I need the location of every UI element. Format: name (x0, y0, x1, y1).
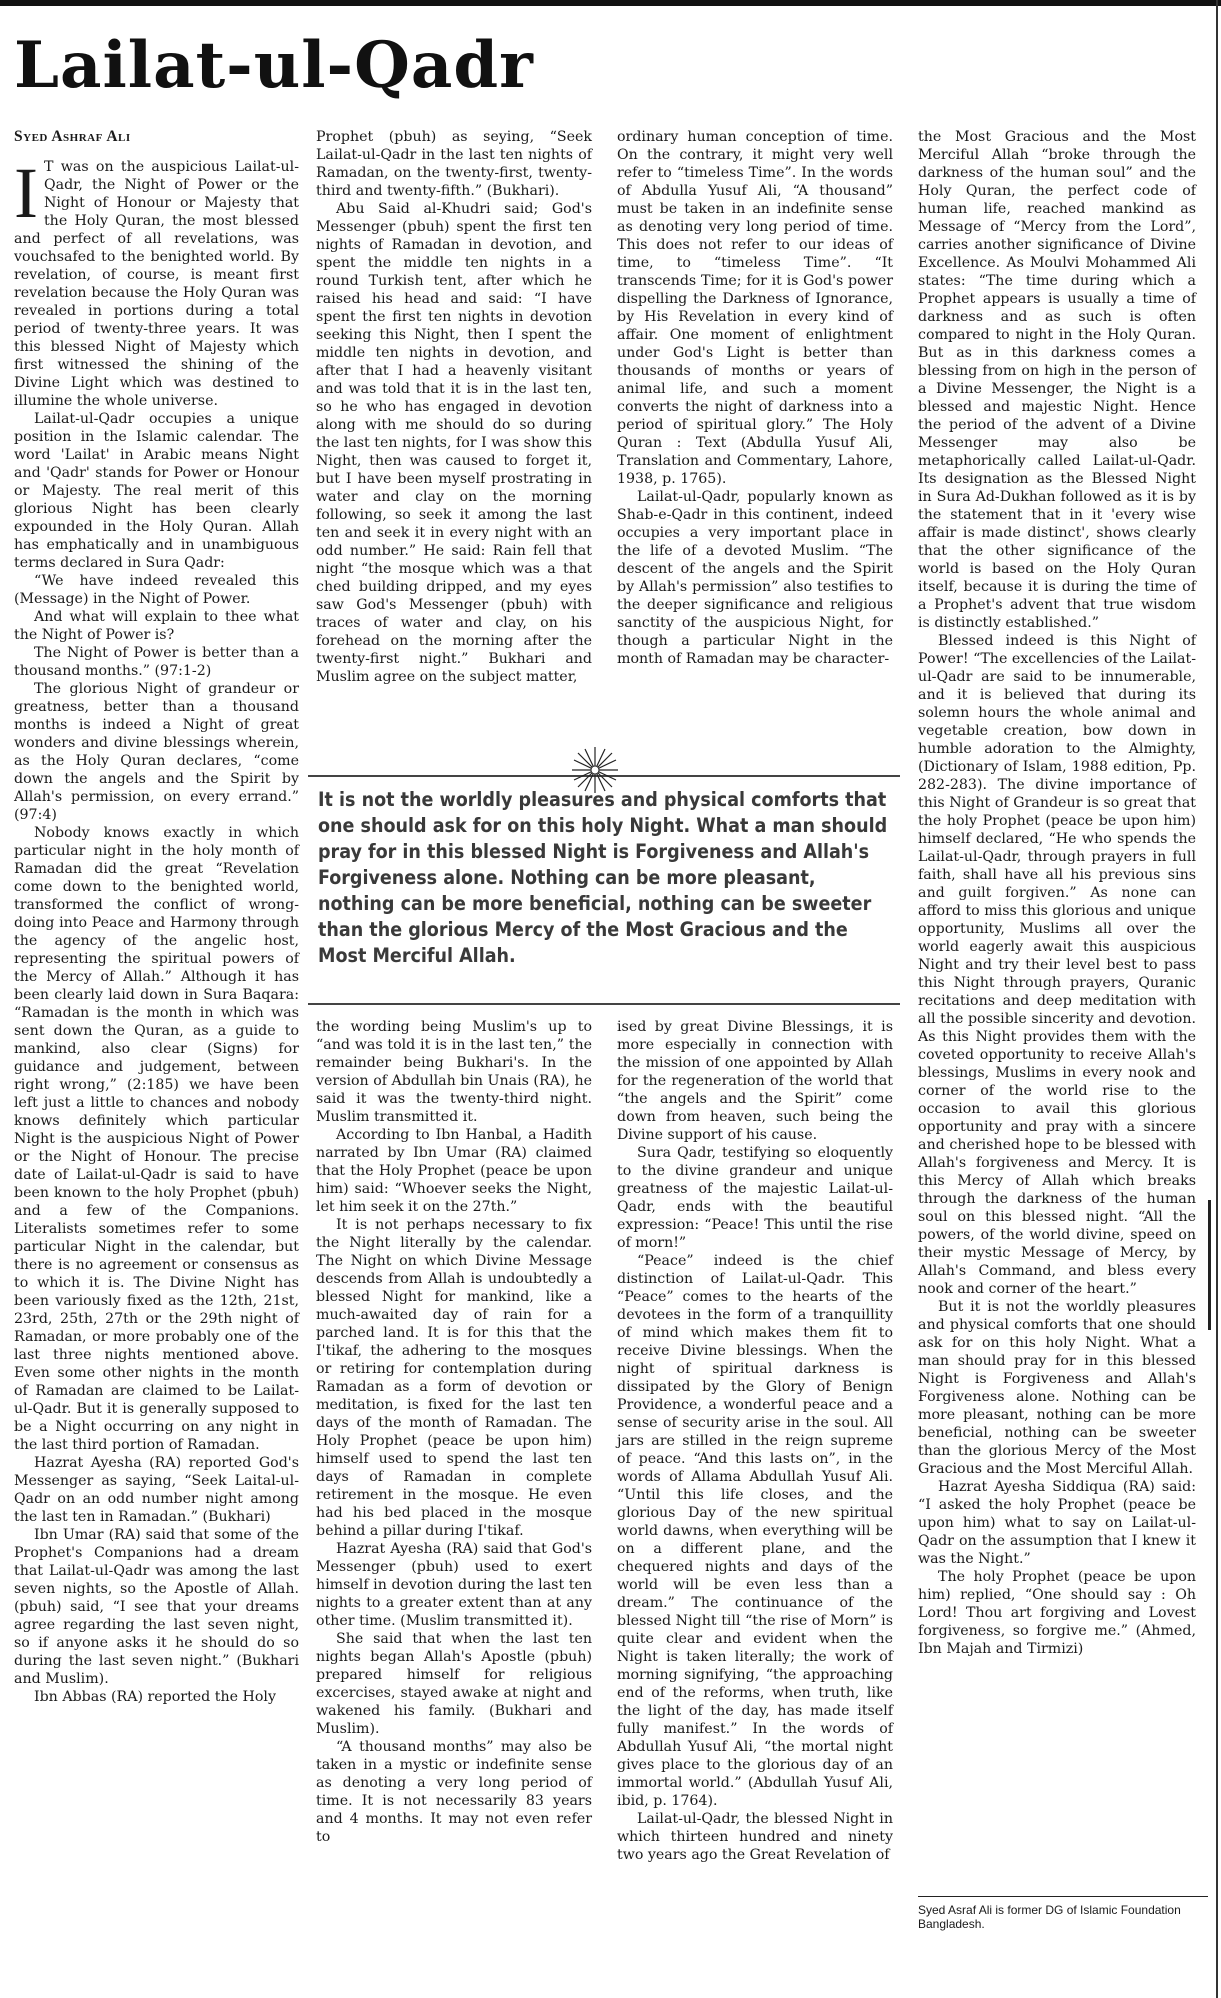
paragraph: Abu Said al-Khudri said; God's Messenger (pbuh) spent the first ten nights of Ramadan in devotion, and spent the middle ten nights in a round Turkish tent, after which he raised his head and said: “I have spent the first ten nights in devotion seeking this Night, then I spent the middle ten nights in devotion, and after that I had a heavenly visitant and was told that it is in the last ten, so he who has engaged in devotion along with me should do so during the last ten nights, for I was show this Night, then was caused to forget it, but I have been myself prostrating in water and clay on the morning following, so seek it among the last ten and seek it in every night with an odd number.” He said: Rain fell that night “the mosque which was a that ched building dripped, and my eyes saw God's Messenger (pbuh) with traces of water and clay, on his forehead on the morning after the twenty-first night.” Bukhari and Muslim agree on the subject matter, (316, 201, 592, 685)
page-edge-mark (1208, 1200, 1211, 1330)
column-4 (918, 128, 1196, 1658)
paragraph: Sura Qadr, testifying so eloquently to the divine grandeur and unique greatness of the majestic Lailat-ul-Qadr, ends with the beautiful expression: “Peace! This until the rise of morn!” (617, 1145, 893, 1251)
author-note-rule (918, 1896, 1208, 1897)
paragraph: Ibn Umar (RA) said that some of the Prophet's Companions had a dream that Lailat-ul-Qadr was among the last seven nights, so the Apostle of Allah. (pbuh) said, “I see that your dreams agree regarding the last seven night, so if anyone asks it he should do so during the last seven night.” (Bukhari and Muslim). (14, 1527, 299, 1687)
paragraph: Hazrat Ayesha (RA) said that God's Messenger (pbuh) used to exert himself in devotion during the last ten nights to a greater extent than at any other time. (Muslim transmitted it). (316, 1541, 592, 1629)
paragraph: Lailat-ul-Qadr, popularly known as Shab-e-Qadr in this continent, indeed occupies a very important place in the life of a devoted Muslim. “The descent of the angels and the Spirit by Allah's permission” also testifies to the deeper significance and religious sanctity of the auspicious Night, for though a particular Night in the month of Ramadan may be character- (617, 489, 893, 667)
paragraph: I T was on the auspicious Lailat-ul-Qadr, the Night of Power or the Night of Honour or Majesty that the Holy Quran, the most blessed and perfect of all revelations, was vouchsafed to the benighted world. By revelation, of course, is meant first revelation because the Holy Quran was revealed in portions during a total period of twenty-three years. It was this blessed Night of Majesty which first witnessed the shining of the Divine Light which was destined to illumine the whole universe. (14, 153, 299, 409)
paragraph: It is not perhaps necessary to fix the Night literally by the calendar. The Night on which Divine Message descends from Allah is undoubtedly a blessed Night for mankind, like a much-awaited day of rain for a parched land. It is for this that the I'tikaf, the adhering to the mosques or retiring for contemplation during Ramadan as a form of devotion or meditation, is fixed for the last ten days of the month of Ramadan. The Holy Prophet (peace be upon him) himself used to spend the last ten days of Ramadan in complete retirement in the mosque. He even had his bed placed in the mosque behind a pillar during I'tikaf. (316, 1217, 592, 1539)
page-edge-rule (1216, 0, 1218, 1998)
paragraph: the wording being Muslim's up to “and was told it is in the last ten,” the remainder being Bukhari's. In the version of Abdullah bin Unais (RA), he said it was the twenty-third night. Muslim transmitted it. (316, 1019, 592, 1125)
paragraph: Hazrat Ayesha Siddiqua (RA) said: “I asked the holy Prophet (peace be upon him) what to say on Lailat-ul-Qadr on the assumption that I knew it was the Night.” (918, 1479, 1196, 1567)
paragraph: “Peace” indeed is the chief distinction of Lailat-ul-Qadr. This “Peace” comes to the hearts of the devotees in the form of a tranquillity of mind which makes them fit to receive Divine blessings. When the night of spiritual darkness is dissipated by the Glory of Benign Providence, a wonderful peace and a sense of security arise in the soul. All jars are stilled in the reign supreme of peace. “And this lasts on”, in the words of Allama Abdullah Yusuf Ali. “Until this life closes, and the glorious Day of the new spiritual world dawns, when everything will be on a different plane, and the chequered nights and days of the world will be even less than a dream.” The continuance of the blessed Night till “the rise of Morn” is quite clear and evident when the Night is taken literally; the work of morning signifying, “the approaching end of the reforms, when truth, like the light of the day, has made itself fully manifest.” In the words of Abdullah Yusuf Ali, “the mortal night gives place to the glorious day of an immortal world.” (Abdullah Yusuf Ali, ibid, p. 1764). (617, 1253, 893, 1809)
column-3-bottom (617, 1018, 893, 1864)
article-title: Lailat-ul-Qadr (14, 28, 534, 103)
column-3-top (617, 128, 893, 668)
paragraph: The holy Prophet (peace be upon him) replied, “One should say : Oh Lord! Thou art forgiving and Lovest forgiveness, so forgive me.” (Ahmed, Ibn Majah and Tirmizi) (918, 1569, 1196, 1657)
column-2-bottom (316, 1018, 592, 1846)
paragraph: Lailat-ul-Qadr, the blessed Night in which thirteen hundred and ninety two years ago the Great Revelation of (617, 1811, 893, 1863)
column-1 (14, 153, 299, 1706)
paragraph: According to Ibn Hanbal, a Hadith narrated by Ibn Umar (RA) claimed that the Holy Prophet (peace be upon him) said: “Whoever seeks the Night, let him seek it on the 27th.” (316, 1127, 592, 1215)
author-note: Syed Asraf Ali is former DG of Islamic Foundation Bangladesh. (918, 1903, 1181, 1931)
pullquote: It is not the worldly pleasures and physical comforts that one should ask for on this holy Night. What a man should pray for in this blessed Night is Forgiveness and Allah's Forgiveness alone. Nothing can be more pleasant, nothing can be more beneficial, nothing can be sweeter than the glorious Mercy of the Most Gracious and the Most Merciful Allah. (318, 788, 888, 967)
paragraph: the Most Gracious and the Most Merciful Allah “broke through the darkness of the human soul” and the Holy Quran, the perfect code of human life, reached mankind as Message of “Mercy from the Lord”, carries another significance of Divine Excellence. As Moulvi Mohammed Ali states: “The time during which a Prophet appears is usually a time of darkness and as such is often compared to night in the Holy Quran. But as in this darkness comes a blessing from on high in the person of a Divine Messenger, the Night is a blessed and majestic Night. Hence the period of the advent of a Divine Messenger may also be metaphorically called Lailat-ul-Qadr. Its designation as the Blessed Night in Sura Ad-Dukhan followed as it is by the statement that in it 'every wise affair is made distinct', shows clearly that the other significance of the world is based on the Holy Quran itself, because it is during the time of a Prophet's advent that true wisdom is distinctly established.” (918, 129, 1196, 631)
paragraph: Ibn Abbas (RA) reported the Holy (34, 1689, 276, 1705)
paragraph: “We have indeed revealed this (Message) in the Night of Power. (14, 573, 299, 607)
column-2-top (316, 128, 592, 686)
pullquote-bottom-rule (308, 1003, 900, 1005)
paragraph: Nobody knows exactly in which particular night in the holy month of Ramadan did the great “Revelation come down to the benighted world, transformed the conflict of wrong-doing into Peace and Harmony through the agency of the angelic host, representing the spiritual powers of the Mercy of Allah.” Although it has been clearly laid down in Sura Baqara: “Ramadan is the month in which was sent down the Quran, as a guide to mankind, also clear (Signs) for guidance and judgement, between right wrong,” (2:185) we have been left just a little to chances and nobody knows definitely which particular Night is the auspicious Night of Power or the Night of Honour. The precise date of Lailat-ul-Qadr is said to have been known to the holy Prophet (pbuh) and a few of the Companions. Literalists sometimes refer to some particular Night in the calendar, but there is no agreement or consensus as to which it is. The Divine Night has been variously fixed as the 12th, 21st, 23rd, 25th, 27th or the 29th night of Ramadan, or more probably one of the last three nights mentioned above. Even some other nights in the month of Ramadan are claimed to be Lailat-ul-Qadr. But it is generally supposed to be a Night occurring on any night in the last third portion of Ramadan. (14, 825, 299, 1453)
paragraph: But it is not the worldly pleasures and physical comforts that one should ask for on this holy Night. What a man should pray for in this blessed Night is Forgiveness and Allah's Forgiveness alone. Nothing can be more pleasant, nothing can be more beneficial, nothing can be sweeter than the glorious Mercy of the Most Gracious and the Most Merciful Allah. (918, 1299, 1196, 1477)
paragraph: The Night of Power is better than a thousand months.” (97:1-2) (14, 645, 299, 679)
paragraph: Blessed indeed is this Night of Power! “The excellencies of the Lailat-ul-Qadr are said to be innumerable, and it is believed that during its solemn hours the whole animal and vegetable creation, bow down in humble adoration to the Almighty, (Dictionary of Islam, 1988 edition, Pp. 282-283). The divine importance of this Night of Grandeur is so great that the holy Prophet (peace be upon him) himself declared, “He who spends the Lailat-ul-Qadr, through prayers in full faith, shall have all his previous sins and guilt forgiven.” As none can afford to miss this glorious and unique opportunity, Muslims all over the world eagerly await this auspicious Night and try their level best to pass this Night through prayers, Quranic recitations and deep meditation with all the possible sincerity and devotion. As this Night provides them with the coveted opportunity to receive Allah's blessings, Muslims in every nook and corner of the world rise to the occasion to avail this glorious opportunity and pray with a sincere and cherished hope to be blessed with Allah's forgiveness and Mercy. It is this Mercy of Allah which breaks through the darkness of the human soul on this blessed night. “All the powers, of the world divine, speed on their mystic Message of Mercy, by Allah's Command, and bless every nook and corner of the heart.” (918, 633, 1197, 1297)
paragraph: She said that when the last ten nights began Allah's Apostle (pbuh) prepared himself for religious excercises, stayed awake at night and wakened his family. (Bukhari and Muslim). (316, 1631, 592, 1737)
paragraph: ordinary human conception of time. On the contrary, it might very well refer to “timeless Time”. In the words of Abdulla Yusuf Ali, “A thousand” must be taken in an indefinite sense as denoting very long period of time. This does not refer to our ideas of time, to “timeless Time”. “It transcends Time; for it is God's power dispelling the Darkness of Ignorance, by His Revelation in every kind of affair. One moment of enlightment under God's Light is better than thousands of months or years of animal life, and such a moment converts the night of darkness into a period of spiritual glory.” The Holy Quran : Text (Abdulla Yusuf Ali, Translation and Commentary, Lahore, 1938, p. 1765). (617, 129, 893, 487)
paragraph: Prophet (pbuh) as seying, “Seek Lailat-ul-Qadr in the last ten nights of Ramadan, on the twenty-first, twenty-third and twenty-fifth.” (Bukhari). (316, 129, 592, 199)
top-rule (0, 0, 1221, 6)
paragraph: And what will explain to thee what the Night of Power is? (14, 609, 299, 643)
byline: Syed Ashraf Ali (14, 128, 131, 145)
paragraph: Lailat-ul-Qadr occupies a unique position in the Islamic calendar. The word 'Lailat' in Arabic means Night and 'Qadr' stands for Power or Honour or Majesty. The real merit of this glorious Night has been clearly expounded in the Holy Quran. Allah has emphatically and in unambiguous terms declared in Sura Qadr: (14, 411, 299, 571)
paragraph: Hazrat Ayesha (RA) reported God's Messenger as saying, “Seek Laital-ul-Qadr on an odd number night among the last ten in Ramadan.” (Bukhari) (14, 1455, 299, 1525)
paragraph: The glorious Night of grandeur or greatness, better than a thousand months is indeed a Night of great wonders and divine blessings wherein, as the Holy Quran declares, “come down the angels and the Spirit by Allah's permission, on every errand.” (97:4) (14, 681, 299, 823)
dropcap: I (14, 153, 38, 233)
paragraph: “A thousand months” may also be taken in a mystic or indefinite sense as denoting a very long period of time. It is not necessarily 83 years and 4 months. It may not even refer to (316, 1739, 592, 1845)
paragraph: ised by great Divine Blessings, it is more especially in connection with the mission of one appointed by Allah for the regeneration of the world that “the angels and the Spirit” come down from heaven, such being the Divine support of his cause. (617, 1019, 893, 1143)
